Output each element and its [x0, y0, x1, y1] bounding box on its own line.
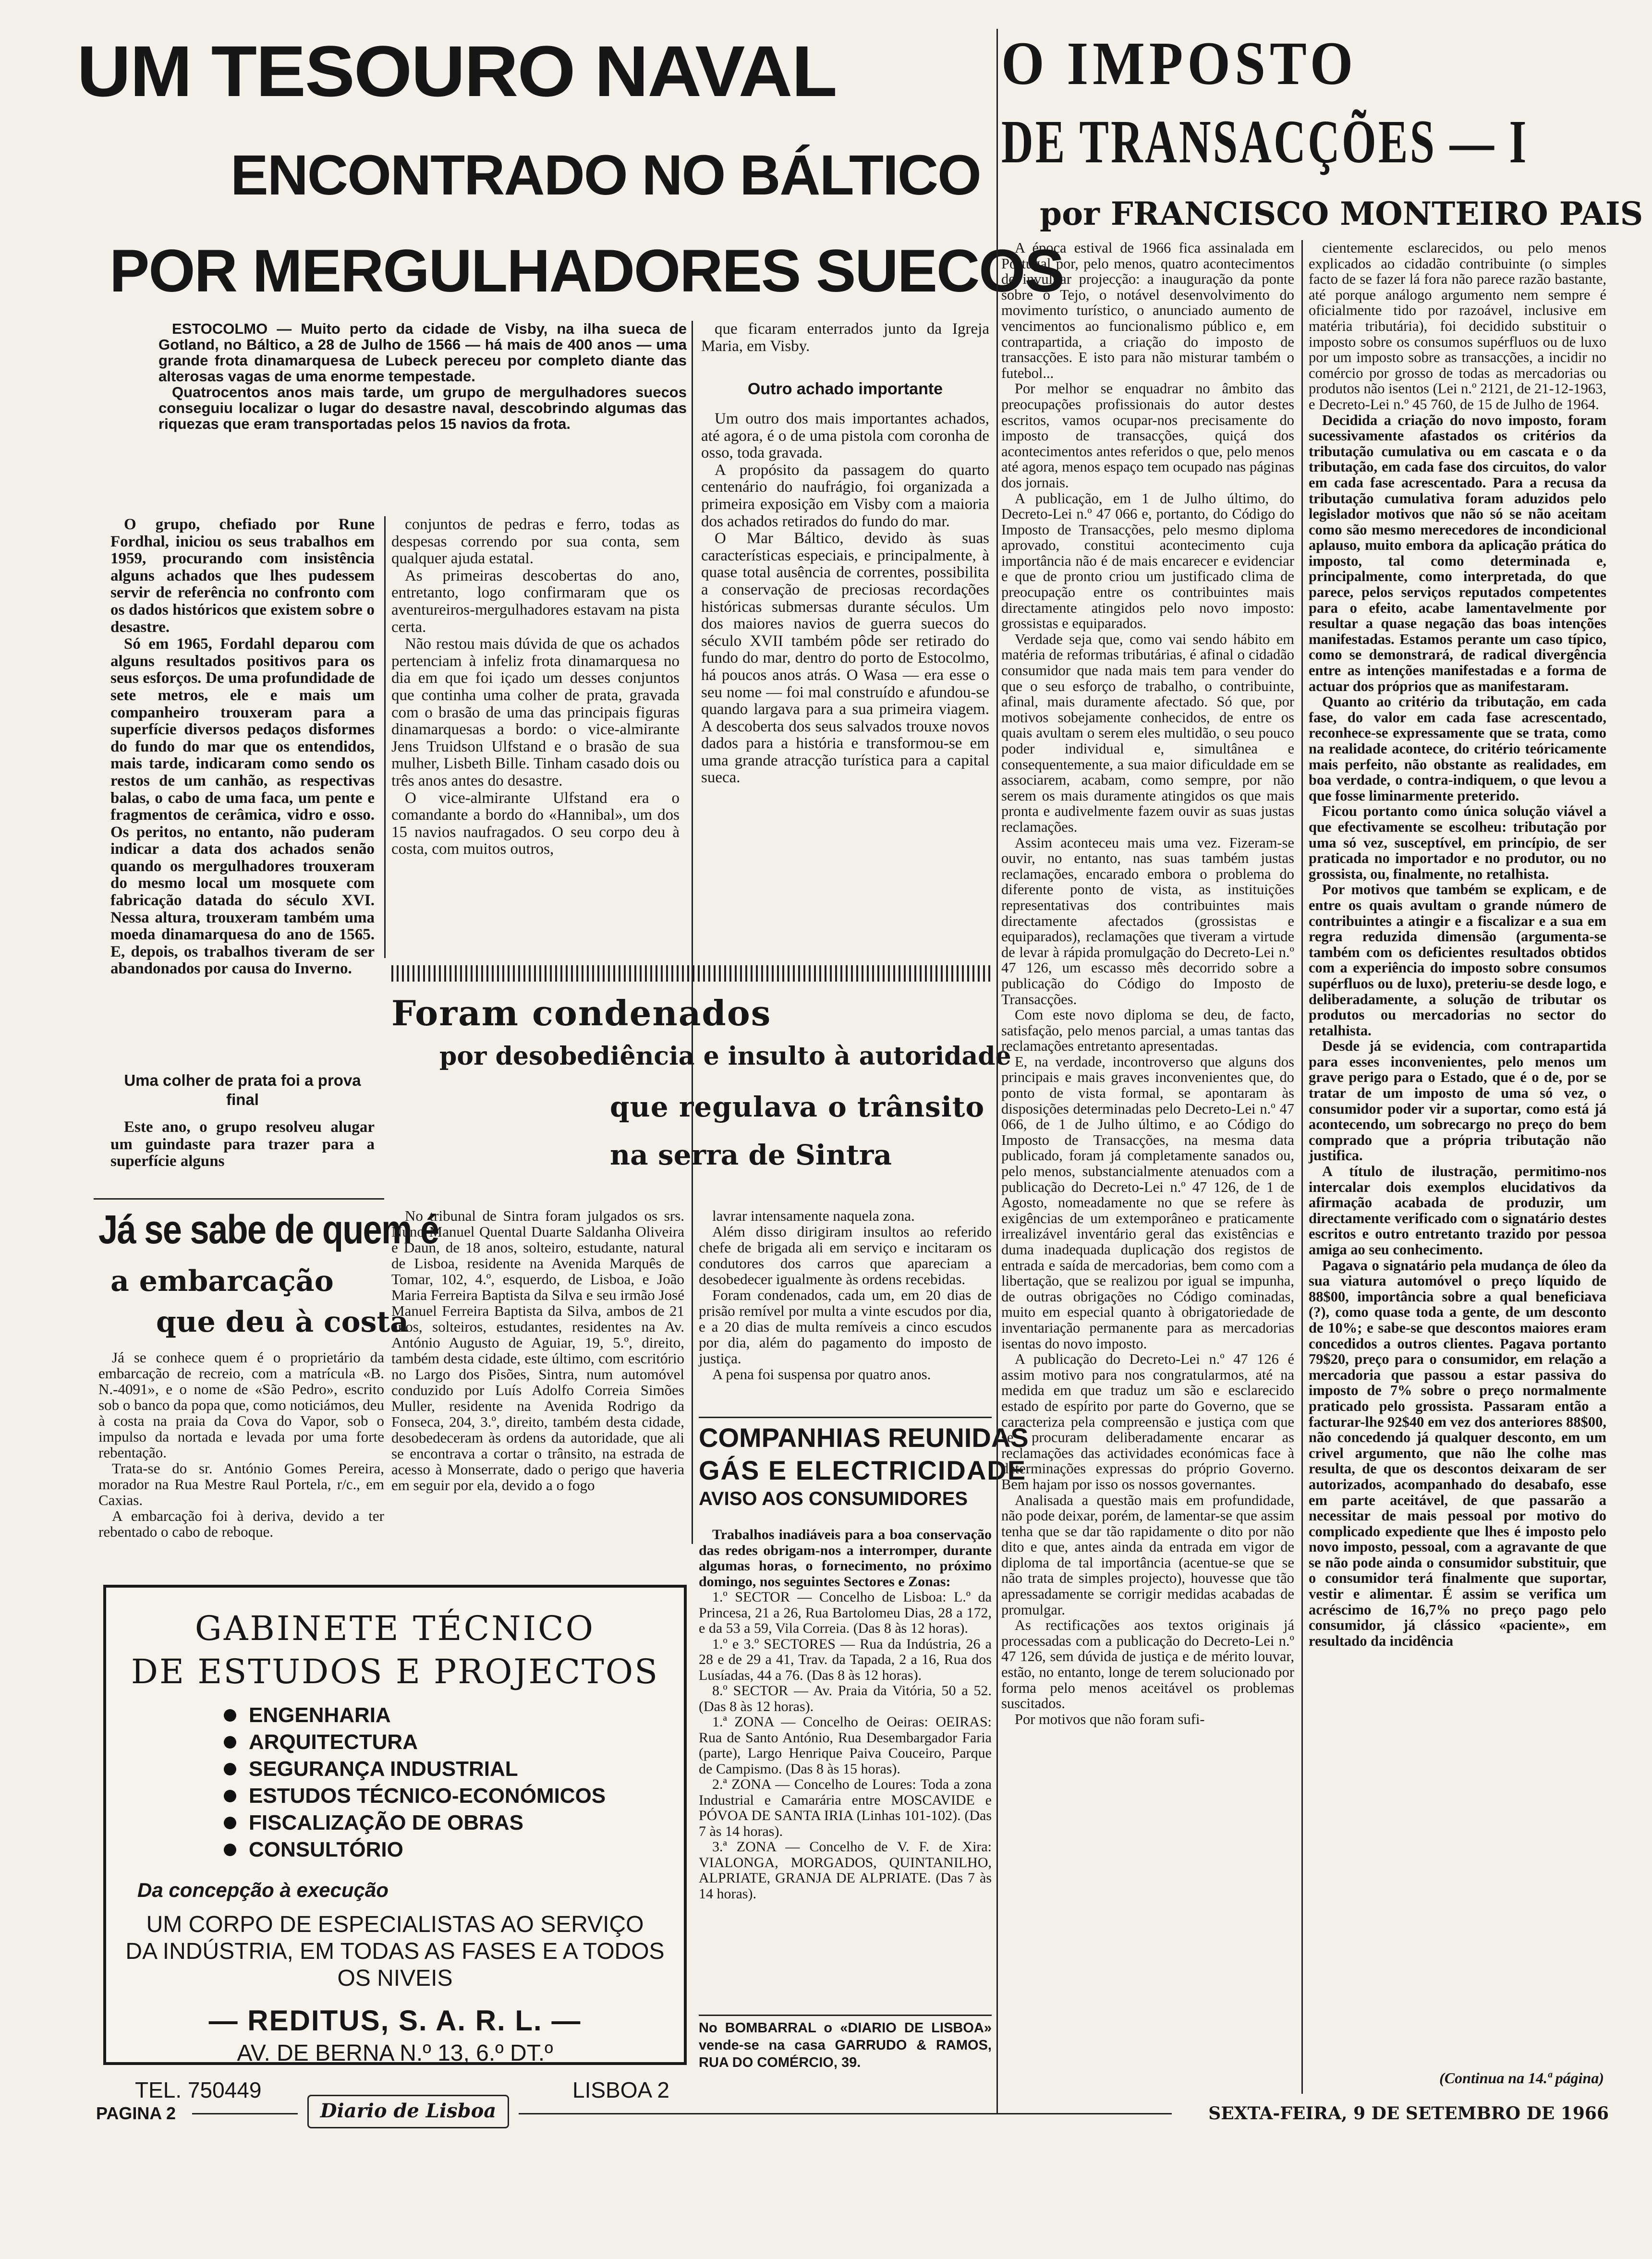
- companhias-body: [699, 1527, 992, 2012]
- ad-service-label: FISCALIZAÇÃO DE OBRAS: [249, 1811, 523, 1834]
- imposto-colA-p9: Analisada a questão mais em profundidade, não pode deixar, porém, de lamentar-se que assim tenha que se dar tão rapidamente o dito por não dito e que, antes ainda da entrada em vigor de diploma de tal importância (acentue-se que se não trata de simples projecto), houvesse que tão apressadamente se corrigir medidas acabadas de promulgar.: [1001, 1492, 1294, 1618]
- imposto-colA-p7: E, na verdade, incontroverso que alguns dos principais e mais graves inconvenientes que, do ponto de vista formal, se apontaram às disposições determinadas pelo Decreto-Lei n.º 47 066, de 1 de Julho último, e ao Código do Imposto de Transacções, na mesma data publicado, foram já completamente sanados ou, pelo menos, substancialmente atenuados com a publicação do Decreto-Lei n.º 47 126, de 1 de Agosto, nomeadamente no que se refere às exigências de um extemporâneo e praticamente irrealizável inventário geral das existências e duma inadequada duplicação dos registos de entrada e saída de mercadorias, bem como com a libertação, que se realizou por igual se impunha, de outras obrigações no Código cominadas, muito em especial quanto à obrigatoriedade de inventariação permanente para as mercadorias isentas do novo imposto.: [1001, 1053, 1294, 1352]
- ad-service-item: [224, 1702, 684, 1729]
- imposto-colB-p7: A título de ilustração, permitimo-nos intercalar dois exemplos elucidativos da afirmação acabada de produzir, um directamente verificado com o signatário destes escritos e outro entretanto trazido por pessoa amiga ao seu conhecimento.: [1309, 1163, 1606, 1258]
- companhias-p2: 1.º SECTOR — Concelho de Lisboa: L.º da Princesa, 21 a 26, Rua Bartolomeu Dias, 28 a 172, e da 53 a 59, Vila Correia. (Das 8 às 12 horas).: [699, 1589, 992, 1636]
- footer-page-number: PAGINA 2: [96, 2103, 176, 2123]
- ad-title1: GABINETE TÉCNICO: [194, 1609, 595, 1648]
- separator-hatch: [391, 965, 992, 982]
- tesouro-col2-p3: Não restou mais dúvida de que os achados pertenciam à infeliz frota dinamarquesa no dia em que foi içado um desses conjuntos que continha uma colher de prata, gravada com o brasão de uma das principais figuras dinamarquesas a bordo: o vice-almirante Jens Truidson Ulfstand e o brasão de sua mulher, Lisbeth Bille. Tinham casado dois ou três anos antes do desastre.: [391, 635, 680, 789]
- tesouro-col3-p1: Um outro dos mais importantes achados, até agora, é o de uma pistola com coronha de osso, toda gravada.: [701, 410, 989, 462]
- imposto-colA-p6: Com este novo diploma se deu, de facto, satisfação, pelo menos parcial, a umas tantas das reclamações entretanto apresentadas.: [1001, 1007, 1294, 1055]
- ad-service-label: ESTUDOS TÉCNICO-ECONÓMICOS: [249, 1784, 606, 1808]
- ad-concepcao: Da concepção à execução: [137, 1879, 389, 1901]
- condenados-col2-p2: Além disso dirigiram insultos ao referido chefe de brigada ali em serviço e incitaram os condutores dos carros que apareciam a desobedecer igualmente às ordens recebidas.: [699, 1223, 992, 1287]
- subhead-outro-achado: Outro achado importante: [747, 380, 943, 398]
- companhias-title2: GÁS E ELECTRICIDADE: [699, 1455, 1027, 1485]
- ad-service-label: ENGENHARIA: [249, 1703, 391, 1727]
- condenados-col2-p1: lavrar intensamente naquela zona.: [712, 1207, 915, 1224]
- ad-service-item: [224, 1756, 684, 1783]
- headline-condenados-line2: por desobediência e insulto à autoridade: [439, 1042, 1011, 1071]
- imposto-colB-p1: cientemente esclarecidos, ou pelo menos explicados ao cidadão contribuinte (o simples facto de se fazer lá fora não parece razão bastante, até porque análogo argumento nem sempre é oficialmente tido por razoável, inclusive em matéria tributária), foi decidido substituir o imposto sobre os consumos supérfluos ou de luxo por um imposto sobre as transacções, a incidir no comércio por grosso de todas as mercadorias ou produtos não isentos (Lei n.º 2121, de 21-12-1963, e Decreto-Lei n.º 45 760, de 15 de Julho de 1964.: [1309, 240, 1606, 413]
- bullet-icon: [224, 1817, 236, 1829]
- companhias-p5: 1.ª ZONA — Concelho de Oeiras: OEIRAS: Rua de Santo António, Rua Desembargador Faria (parte), Largo Henrique Paiva Couceiro, Parque de Campismo. (Das 8 às 15 horas).: [699, 1714, 992, 1777]
- bullet-icon: [224, 1790, 236, 1802]
- imposto-colB: [1309, 240, 1606, 2065]
- ad-corpo3: OS NIVEIS: [337, 1966, 453, 1991]
- ad-service-label: SEGURANÇA INDUSTRIAL: [249, 1757, 518, 1781]
- headline-imposto-line2: DE TRANSACÇÕES — I: [1001, 108, 1529, 176]
- imposto-colA-p3: A publicação, em 1 de Julho último, do Decreto-Lei n.º 47 066 e, portanto, do Código do Imposto de Transacções, pelo mesmo diploma aprovado, constitui acontecimento cuja importância não é de mais encarecer e evidenciar e que de pronto criou um justificado clima de preocupação entre os contribuintes mais directamente atingidos pelo novo imposto: grossistas e equiparados.: [1001, 490, 1294, 632]
- headline-condenados-line4: na serra de Sintra: [610, 1139, 892, 1171]
- condenados-col2-p3: Foram condenados, cada um, em 20 dias de prisão remível por multa a vinte escudos por dia, e a 20 dias de multa remíveis a cinco escudos por dia, além do pagamento do imposto de justiça.: [699, 1287, 992, 1367]
- condenados-col2-p4: A pena foi suspensa por quatro anos.: [712, 1366, 931, 1383]
- companhias-title1: COMPANHIAS REUNIDAS: [699, 1422, 1029, 1453]
- ad-service-item: [224, 1729, 684, 1756]
- headline-tesouro-line2: ENCONTRADO NO BÁLTICO: [231, 144, 981, 207]
- companhias-footer-p: No BOMBARRAL o «DIARIO DE LISBOA» vende-se na casa GARRUDO & RAMOS, RUA DO COMÉRCIO, 39.: [699, 2020, 992, 2070]
- ad-corpo1: UM CORPO DE ESPECIALISTAS AO SERVIÇO: [146, 1912, 644, 1937]
- ad-gabinete-tecnico: [103, 1585, 687, 2102]
- tesouro-col3-p3: O Mar Báltico, devido às suas características especiais, e principalmente, à quase total ausência de correntes, possibilita a conservação de preciosas recordações históricas submersas durante séculos. Um dos maiores navios de guerra suecos do século XVII também pôde ser retirado do fundo do mar, dentro do porto de Estocolmo, há poucos anos atrás. O Wasa — era esse o seu nome — foi mal construído e afundou-se quando largava para a sua primeira viagem. A descoberta dos seus salvados trouxe novos dados para a história e transformou-se em uma grande atracção turística para a capital sueca.: [701, 530, 989, 787]
- imposto-colA-p10: As rectificações aos textos originais já processadas com a publicação do Decreto-Lei n.º 47 126, sem dúvida de justiça e de mérito louvar, estão, no entanto, longe de terem solucionado por forma pelo menos aceitável os problemas suscitados.: [1001, 1617, 1294, 1712]
- headline-imposto-line1: O IMPOSTO: [1001, 29, 1358, 97]
- ad-service-item: [224, 1783, 684, 1810]
- tesouro-col1-p2: Só em 1965, Fordahl deparou com alguns resultados positivos para os seus esforços. De uma profundidade de sete metros, ele e mais um companheiro trouxeram para a superfície diversos pedaços disformes do fundo do mar que os entendidos, mais tarde, indicaram como sendo os restos de um canhão, as respectivas balas, o cabo de uma faca, um pente e fragmentos de cerâmica, vidro e osso. Os peritos, no entanto, não puderam indicar a data dos achados senão quando os mergulhadores trouxeram do mesmo local um mosquete com fabricação datada do século XVI. Nessa altura, trouxeram também uma moeda dinamarquesa do ano de 1565. E, depois, os trabalhos tiveram de ser abandonados por causa do Inverno.: [110, 635, 375, 978]
- bullet-icon: [224, 1709, 236, 1722]
- byline: por FRANCISCO MONTEIRO PAIS: [1040, 195, 1643, 232]
- ad-title2: DE ESTUDOS E PROJECTOS: [131, 1652, 659, 1691]
- imposto-colA-p4: Verdade seja que, como vai sendo hábito em matéria de reformas tributárias, é afinal o cidadão consumidor que nada mais tem para vender do que o seu esforço de trabalho, o contribuinte, afinal, mais duramente afectado. Só que, por motivos sobejamente conhecidos, de entre os quais avultam o serem eles multidão, o seu pouco poder individual e, simultânea e consequentemente, a sua maior dificuldade em se associarem, acabam, como sempre, por não serem os mais duramente atingidos os que mais pronta e audivelmente fazem ouvir as suas justas reclamações.: [1001, 631, 1294, 835]
- footer-date: SEXTA-FEIRA, 9 DE SETEMBRO DE 1966: [1208, 2103, 1609, 2124]
- lead-paragraph-2: Quatrocentos anos mais tarde, um grupo de mergulhadores suecos conseguiu localizar o lugar do desastre naval, descobrindo algumas das riquezas que eram transportadas pelos 15 navios da frota.: [158, 384, 687, 432]
- tesouro-col3a-p: que ficaram enterrados junto da Igreja Maria, em Visby.: [701, 320, 989, 355]
- imposto-colB-p5: Por motivos que também se explicam, e de entre os quais avultam o grande número de contribuintes a atingir e a fiscalizar e a sua em regra reduzida dimensão (argumenta-se também com os deficientes resultados obtidos com a experiência do imposto sobre consumos supérfluos ou de luxo), preteriu-se desde logo, e deliberadamente, a solução de tributar os produtos ou mercadorias no sector do retalhista.: [1309, 881, 1606, 1039]
- headline-tesouro-line3: POR MERGULHADORES SUECOS: [109, 238, 1064, 304]
- embarcacao-sub1: a embarcação: [110, 1264, 334, 1298]
- embarcacao-body: [98, 1349, 384, 1551]
- ad-city: LISBOA 2: [572, 2077, 669, 2102]
- bullet-icon: [224, 1763, 236, 1775]
- continued-note: (Continua na 14.ª página): [1439, 2069, 1604, 2087]
- tesouro-col2-p2: As primeiras descobertas do ano, entretanto, logo confirmaram que os aventureiros-mergulhadores estavam na pista certa.: [391, 567, 680, 636]
- headline-condenados-line3: que regulava o trânsito: [610, 1091, 985, 1123]
- ad-corpo2: DA INDÚSTRIA, EM TODAS AS FASES E A TODOS: [125, 1939, 665, 1964]
- companhias-p7: 3.ª ZONA — Concelho de V. F. de Xira: VIALONGA, MORGADOS, QUINTANILHO, ALPRIATE, GRANJA DE ALPRIATE. (Das 7 às 14 horas).: [699, 1839, 992, 1902]
- imposto-colA-p2: Por melhor se enquadrar no âmbito das preocupações profissionais do autor destes escritos, vamos ocupar-nos precisamente do imposto de transacções, quiçá dos acontecimentos antes referidos o que, pelo menos até agora, menos espaço tem ocupado nas páginas dos jornais.: [1001, 380, 1294, 491]
- imposto-colB-p4: Ficou portanto como única solução viável a que efectivamente se escolheu: tributação por uma só vez, susceptível, em princípio, de ser praticada no importador e no produtor, ou no grossista, ou, finalmente, no retalhista.: [1309, 803, 1606, 882]
- companhias-p4: 8.º SECTOR — Av. Praia da Vitória, 50 a 52. (Das 8 às 12 horas).: [699, 1683, 992, 1714]
- embarcacao-sub2: que deu à costa: [156, 1305, 409, 1339]
- tesouro-col1b-p: Este ano, o grupo resolveu alugar um guindaste para trazer para a superfície alguns: [110, 1118, 375, 1170]
- tesouro-col1b: [110, 1119, 375, 1181]
- footer-masthead: Diario de Lisboa: [307, 2095, 509, 2128]
- headline-embarcacao: Já se sabe de quem é: [98, 1207, 439, 1252]
- tesouro-col3a: [701, 321, 989, 359]
- companhias-title: [699, 1421, 1029, 1522]
- imposto-colB-p2: Decidida a criação do novo imposto, foram sucessivamente afastados os critérios da tributação cumulativa ou em cascata e o da tributação, em cada fase dos circuitos, do valor em cada fase acrescentado. Para a recusa da tributação cumulativa foram aduzidos pelo legislador motivos que não só se não aceitam como são mesmo merecedores de incondicional aplauso, muito embora da aplicação prática do imposto, tal como determinada e, principalmente, como interpretada, do que parece, pelos serviços reputados competentes para o efeito, acabe lamentavelmente por resultar a quase negação das boas intenções manifestadas. Estamos perante um caso típico, como se demonstrará, de radical divergência entre as intenções manifestadas e a forma de actuar dos próprios que as manifestaram.: [1309, 412, 1606, 694]
- imposto-colA-p11: Por motivos que não foram sufi-: [1015, 1711, 1205, 1727]
- bullet-icon: [224, 1844, 236, 1856]
- ad-service-label: ARQUITECTURA: [249, 1730, 418, 1754]
- subhead-colher: Uma colher de prata foi a prova final: [124, 1071, 361, 1108]
- headline-condenados-line1: Foram condenados: [391, 993, 772, 1033]
- imposto-colA-p5: Assim aconteceu mais uma vez. Fizeram-se ouvir, no entanto, nas suas também justas reclamações, encarado embora o problema do diferente ponto de vista, as instituições representativas dos contribuintes mais directamente afectados (grossistas e equiparados), reclamações que tiveram a virtude de levar à rápida promulgação do Decreto-Lei n.º 47 126, um escasso mês decorrido sobre a publicação do Código do Imposto de Transacções.: [1001, 834, 1294, 1008]
- embarcacao-p2: Trata-se do sr. António Gomes Pereira, morador na Rua Mestre Raul Portela, r/c., em Caxias.: [98, 1460, 384, 1508]
- headline-tesouro-line1: UM TESOURO NAVAL: [77, 31, 837, 111]
- ad-service-label: CONSULTÓRIO: [249, 1838, 403, 1861]
- tesouro-col2-p1: conjuntos de pedras e ferro, todas as despesas correndo por sua conta, sem qualquer ajuda estatal.: [391, 516, 680, 568]
- imposto-colB-p3: Quanto ao critério da tributação, em cada fase, do valor em cada fase acrescentado, reconhece-se expressamente que se trata, como na realidade acontece, do critério teóricamente mais perfeito, não obstante as realidades, em boa verdade, o contra-indiquem, o que levou a que fosse liminarmente preterido.: [1309, 693, 1606, 804]
- imposto-colA-p1: A época estival de 1966 fica assinalada em Portugal por, pelo menos, quatro acontecimentos de invulgar projecção: a inauguração da ponte sobre o Tejo, o notável desenvolvimento do movimento turístico, o anunciado aumento de vencimentos ao funcionalismo público e, em contrapartida, a criação do imposto de transacções. E isto para não misturar também o futebol...: [1001, 240, 1294, 381]
- embarcacao-p1: Já se conhece quem é o proprietário da embarcação de recreio, com a matrícula «B. N.-4091», e o nome de «São Pedro», escrito sob o banco da popa que, como noticiámos, deu à costa na praia da Cova do Vapor, sob o impulso da nortada e levada por uma forte rebentação.: [98, 1349, 384, 1461]
- tesouro-col3-p2: A propósito da passagem do quarto centenário do naufrágio, foi organizada a primeira exposição em Visby com a maioria dos achados retirados do fundo do mar.: [701, 461, 989, 530]
- condenados-col1-p1: No tribunal de Sintra foram julgados os srs. Nuno Manuel Quental Duarte Saldanha Oliveira e Daun, de 18 anos, solteiro, estudante, natural de Lisboa, residente na Avenida Marquês de Tomar, 102, 4.º, esquerdo, de Lisboa, e João Maria Ferreira Baptista da Silva e seu irmão José Manuel Ferreira Baptista da Silva, ambos de 21 anos, solteiros, estudantes, residentes na Av. António Augusto de Aguiar, 19, 5.º, direito, também desta cidade, este último, com escritório no Largo dos Pisões, Sintra, num automóvel conduzido por Luís Adolfo Correia Simões Muller, residente na Avenida Rodrigo da Fonseca, 204, 3.º, direito, também desta cidade, desobedeceram às ordens da autoridade, que ali se encontrava a cortar o trânsito, na estrada de acesso à Monserrate, dado o perigo que haveria em seguir por ela, devido a o fogo: [391, 1207, 684, 1494]
- tesouro-col1: [110, 516, 375, 1069]
- tesouro-col1-p1: O grupo, chefiado por Rune Fordhal, iniciou os seus trabalhos em 1959, procurando com insistência alguns achados que lhes pudessem servir de referência no confronto com os dados históricos que existem sobre o desastre.: [110, 516, 375, 636]
- ad-telephone: TEL. 750449: [135, 2077, 262, 2102]
- ad-address: AV. DE BERNA N.º 13, 6.º DT.º: [237, 2040, 553, 2066]
- imposto-colA-p8: A publicação do Decreto-Lei n.º 47 126 é assim motivo para nos congratularmos, até na medida em que traduz um são e esclarecido estado de espírito por parte do Governo, que se caracteriza pela compreensão e justiça com que se procuram deliberadamente encarar as reclamações das actividades económicas face à determinações expressas do próprio Governo. Bem hajam por isso os nossos governantes.: [1001, 1351, 1294, 1493]
- companhias-title3: AVISO AOS CONSUMIDORES: [699, 1488, 968, 1509]
- tesouro-col2: [391, 516, 680, 958]
- companhias-p6: 2.ª ZONA — Concelho de Loures: Toda a zona Industrial e Camarária entre MOSCAVIDE e PÓVOA DE SANTA IRIA (Linhas 101-102). (Das 7 às 14 horas).: [699, 1776, 992, 1839]
- ad-service-item: [224, 1836, 684, 1863]
- ad-service-item: [224, 1810, 684, 1836]
- ad-company: — REDITUS, S. A. R. L. —: [208, 2004, 582, 2037]
- imposto-colB-p6: Desde já se evidencia, com contrapartida para esses inconvenientes, pelo menos um grave perigo para o Estado, que é o de, por se tratar de um imposto de uma só vez, o consumidor poder vir a suportar, como está já acontecendo, um sobrecargo no preço do bem comprado que a própria tributação não justifica.: [1309, 1038, 1606, 1164]
- tesouro-col2-p4: O vice-almirante Ulfstand era o comandante a bordo do «Hannibal», um dos 15 navios naufragados. O seu corpo deu à costa, com muitos outros,: [391, 789, 680, 858]
- ad-services-list: [224, 1702, 684, 1863]
- imposto-colA: [1001, 240, 1294, 2094]
- companhias-footer: [699, 2019, 992, 2077]
- condenados-col1: [391, 1208, 684, 1544]
- companhias-p1: Trabalhos inadiáveis para a boa conservação das redes obrigam-nos a interromper, durante algumas horas, o fornecimento, no próximo domingo, nos seguintes Sectores e Zonas:: [699, 1527, 992, 1590]
- bullet-icon: [224, 1736, 236, 1749]
- lead-paragraph-1: ESTOCOLMO — Muito perto da cidade de Visby, na ilha sueca de Gotland, no Báltico, a 28 de Julho de 1566 — há mais de 400 anos — uma grande frota dinamarquesa de Lubeck pereceu por completo diante das alterosas vagas de uma enorme tempestade.: [158, 320, 687, 385]
- imposto-colB-p8: Pagava o signatário pela mudança de óleo da sua viatura automóvel o preço líquido de 88$00, importância sobre a qual beneficiava (?), como quase toda a gente, de um desconto de 10%; e sabe-se que descontos maiores eram concedidos a outros clientes. Pagava portanto 79$20, preço para o consumidor, em relação a mercadoria que passou a estar passiva do imposto de 7% sobre o preço normalmente praticado pelo grossista. Passaram então a facturar-lhe 92$40 em vez dos anteriores 88$00, não concedendo já qualquer desconto, em um crivel argumento, que não lhe colhe mas resulta, de que os descontos deixaram de ser autorizados, acompanhado do desabafo, esse em parte aceitável, de que passarão a necessitar de mais pessoal por motivo do complicado expediente que lhes é imposto pelo novo imposto, pessoal, com a agravante de que se não pode ainda o consumidor substituir, que o consumidor terá finalmente que suportar, vestir e alimentar. É assim se verifica um acréscimo de 16,7% no preço pago pelo consumidor, já clássico «paciente», em resultado da incidência: [1309, 1257, 1606, 1649]
- condenados-col2: [699, 1208, 992, 1414]
- tesouro-col3: [701, 411, 989, 958]
- embarcacao-p3: A embarcação foi à deriva, devido a ter rebentado o cabo de reboque.: [98, 1507, 384, 1540]
- companhias-p3: 1.º e 3.º SECTORES — Rua da Indústria, 26 a 28 e de 29 a 41, Trav. da Tapada, 2 a 16, Rua dos Lusíadas, 44 a 76. (Das 8 às 12 horas).: [699, 1636, 992, 1683]
- lead-paragraphs: [158, 321, 687, 513]
